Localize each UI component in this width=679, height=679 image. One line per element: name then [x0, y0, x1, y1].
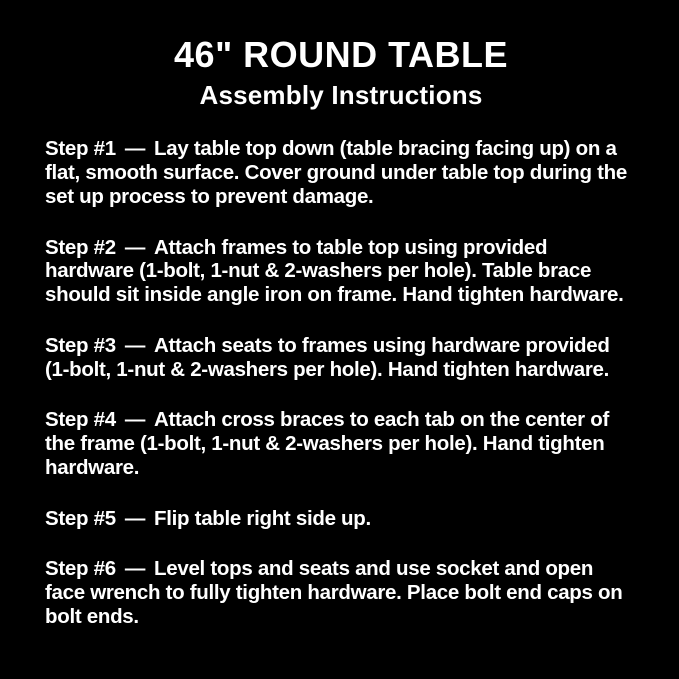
step-3	[45, 334, 637, 382]
step-dash: —	[124, 557, 146, 581]
page-subtitle: Assembly Instructions	[199, 80, 483, 111]
step-dash: —	[124, 506, 146, 530]
step-label: Step #3	[45, 333, 116, 357]
step-label: Step #2	[45, 235, 116, 259]
step-label: Step #5	[45, 506, 116, 530]
step-5	[45, 507, 637, 531]
step-dash: —	[124, 408, 146, 432]
steps-list	[45, 137, 637, 628]
step-1	[45, 137, 637, 208]
step-label: Step #6	[45, 557, 116, 581]
step-text: Lay table top down (table bracing facing up) on a flat, smooth surface. Cover ground under table top during the set up process to prevent damage.	[45, 137, 627, 208]
step-label: Step #1	[45, 137, 116, 161]
step-4	[45, 408, 637, 479]
step-label: Step #4	[45, 408, 116, 432]
step-dash: —	[124, 137, 146, 161]
step-dash: —	[124, 333, 146, 357]
step-text: Level tops and seats and use socket and open face wrench to fully tighten hardware. Place bolt end caps on bolt ends.	[45, 557, 623, 628]
step-dash: —	[124, 235, 146, 259]
page-title: 46" ROUND TABLE	[174, 34, 508, 75]
step-text: Flip table right side up.	[154, 506, 371, 530]
step-text: Attach seats to frames using hardware provided (1-bolt, 1-nut & 2-washers per hole). Hand tighten hardware.	[45, 333, 610, 381]
step-text: Attach cross braces to each tab on the center of the frame (1-bolt, 1-nut & 2-washers per hole). Hand tighten hardware.	[45, 408, 609, 479]
step-2	[45, 236, 637, 307]
step-6	[45, 557, 637, 628]
step-text: Attach frames to table top using provided hardware (1-bolt, 1-nut & 2-washers per hole). Table brace should sit inside angle iron on frame. Hand tighten hardware.	[45, 235, 624, 307]
